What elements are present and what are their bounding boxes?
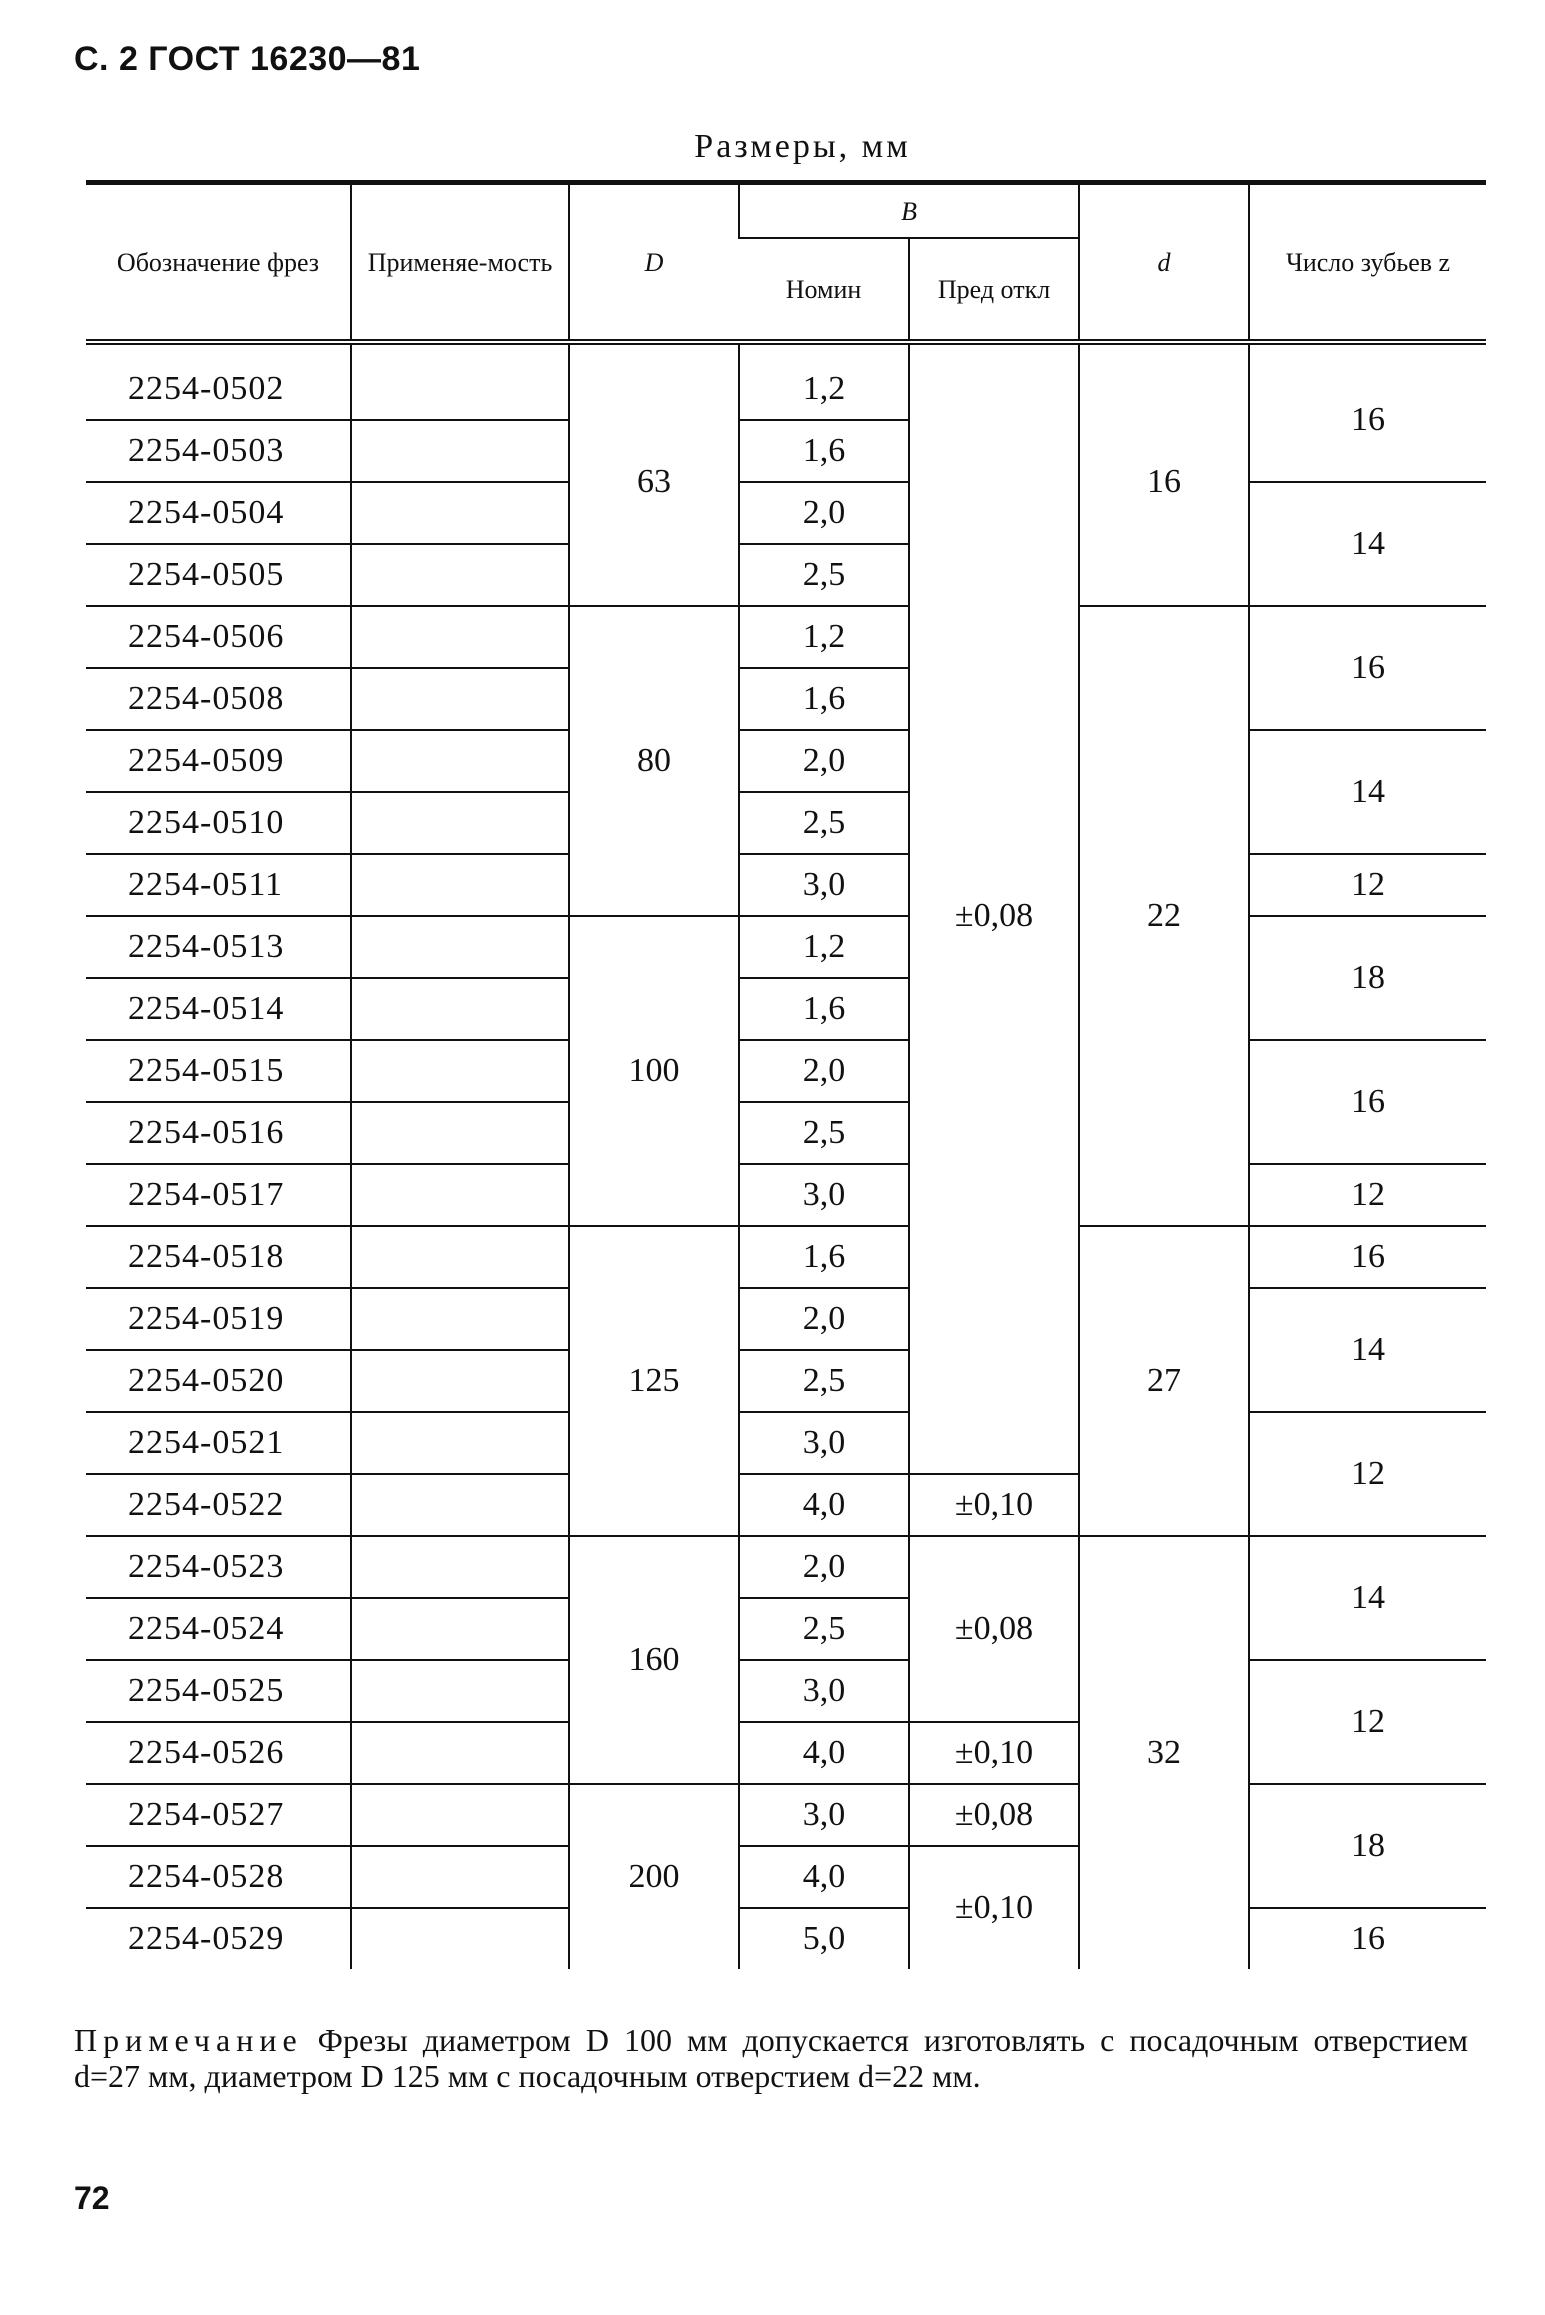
cell-applicability	[351, 668, 569, 730]
cell-B-deviation: ±0,08	[909, 1536, 1079, 1722]
cell-designation: 2254-0503	[86, 420, 351, 482]
col-header-B-deviation: Пред откл	[909, 238, 1079, 342]
cell-applicability	[351, 978, 569, 1040]
cell-B-nominal: 2,0	[739, 1040, 909, 1102]
cell-z: 14	[1249, 482, 1486, 606]
cell-designation: 2254-0513	[86, 916, 351, 978]
cell-applicability	[351, 1350, 569, 1412]
cell-z: 12	[1249, 854, 1486, 916]
cell-B-nominal: 2,5	[739, 1350, 909, 1412]
cell-z: 16	[1249, 1226, 1486, 1288]
col-header-D: D	[569, 183, 739, 343]
table-row	[86, 1226, 1486, 1288]
cell-d: 27	[1079, 1226, 1249, 1536]
cell-B-nominal: 2,0	[739, 1536, 909, 1598]
cell-applicability	[351, 1226, 569, 1288]
cell-D: 80	[569, 606, 739, 916]
col-header-d: d	[1079, 183, 1249, 343]
cell-designation: 2254-0524	[86, 1598, 351, 1660]
cell-B-nominal: 3,0	[739, 1660, 909, 1722]
col-header-B-nominal: Номин	[785, 274, 862, 304]
table-row	[86, 1412, 1486, 1474]
dimensions-table	[86, 180, 1486, 1969]
cell-designation: 2254-0514	[86, 978, 351, 1040]
cell-z: 16	[1249, 359, 1486, 482]
cell-B-nominal: 1,6	[739, 420, 909, 482]
cell-B-nominal: 1,6	[739, 978, 909, 1040]
table-row	[86, 482, 1486, 544]
cell-z: 12	[1249, 1660, 1486, 1784]
cell-designation: 2254-0517	[86, 1164, 351, 1226]
cell-applicability	[351, 792, 569, 854]
note-label: Примечание	[74, 2022, 303, 2058]
cell-B-deviation: ±0,08	[909, 359, 1079, 1474]
cell-B-nominal: 5,0	[739, 1908, 909, 1969]
cell-applicability	[351, 359, 569, 420]
table-row	[86, 359, 1486, 420]
cell-applicability	[351, 420, 569, 482]
cell-B-nominal: 2,0	[739, 730, 909, 792]
col-header-designation: Обозначение фрез	[116, 247, 320, 277]
table-note	[74, 2022, 1468, 2094]
cell-applicability	[351, 1846, 569, 1908]
cell-designation: 2254-0509	[86, 730, 351, 792]
cell-B-deviation: ±0,10	[909, 1722, 1079, 1784]
cell-B-nominal: 2,5	[739, 792, 909, 854]
cell-z: 16	[1249, 606, 1486, 730]
page-number: 72	[74, 2180, 110, 2216]
table-row	[86, 854, 1486, 916]
cell-designation: 2254-0502	[86, 359, 351, 420]
table-row	[86, 1784, 1486, 1846]
cell-B-nominal: 2,5	[739, 544, 909, 606]
cell-applicability	[351, 1040, 569, 1102]
cell-applicability	[351, 1288, 569, 1350]
cell-B-deviation: ±0,08	[909, 1784, 1079, 1846]
table-row	[86, 1164, 1486, 1226]
cell-z: 14	[1249, 1288, 1486, 1412]
cell-applicability	[351, 1660, 569, 1722]
table-row	[86, 916, 1486, 978]
cell-designation: 2254-0528	[86, 1846, 351, 1908]
cell-D: 63	[569, 359, 739, 606]
cell-z: 16	[1249, 1040, 1486, 1164]
cell-d: 22	[1079, 606, 1249, 1226]
table-row	[86, 1040, 1486, 1102]
cell-applicability	[351, 854, 569, 916]
cell-designation: 2254-0521	[86, 1412, 351, 1474]
cell-applicability	[351, 916, 569, 978]
cell-B-nominal: 2,0	[739, 482, 909, 544]
page-header: С. 2 ГОСТ 16230—81	[74, 40, 421, 78]
cell-designation: 2254-0511	[86, 854, 351, 916]
cell-B-nominal: 3,0	[739, 854, 909, 916]
cell-applicability	[351, 1536, 569, 1598]
cell-designation: 2254-0516	[86, 1102, 351, 1164]
cell-B-nominal: 2,5	[739, 1102, 909, 1164]
cell-applicability	[351, 1102, 569, 1164]
cell-designation: 2254-0506	[86, 606, 351, 668]
cell-designation: 2254-0515	[86, 1040, 351, 1102]
cell-applicability	[351, 606, 569, 668]
cell-B-nominal: 1,6	[739, 668, 909, 730]
cell-B-deviation: ±0,10	[909, 1846, 1079, 1969]
cell-designation: 2254-0508	[86, 668, 351, 730]
cell-B-nominal: 3,0	[739, 1784, 909, 1846]
cell-z: 14	[1249, 730, 1486, 854]
cell-D: 100	[569, 916, 739, 1226]
table-caption: Размеры, мм	[694, 128, 911, 165]
cell-B-deviation: ±0,10	[909, 1474, 1079, 1536]
cell-applicability	[351, 1598, 569, 1660]
cell-z: 18	[1249, 1784, 1486, 1908]
cell-designation: 2254-0520	[86, 1350, 351, 1412]
cell-z: 18	[1249, 916, 1486, 1040]
cell-z: 12	[1249, 1412, 1486, 1536]
cell-designation: 2254-0519	[86, 1288, 351, 1350]
cell-D: 160	[569, 1536, 739, 1784]
cell-applicability	[351, 1474, 569, 1536]
cell-B-nominal: 1,2	[739, 916, 909, 978]
cell-B-nominal: 1,2	[739, 359, 909, 420]
col-header-applicability: Применяе-мость	[351, 183, 569, 343]
table-row	[86, 1660, 1486, 1722]
col-header-B: B	[739, 183, 1079, 239]
table-row	[86, 1908, 1486, 1969]
cell-B-nominal: 4,0	[739, 1846, 909, 1908]
cell-designation: 2254-0510	[86, 792, 351, 854]
cell-designation: 2254-0505	[86, 544, 351, 606]
col-header-z: Число зубьев z	[1249, 183, 1486, 343]
cell-applicability	[351, 482, 569, 544]
table-row	[86, 1536, 1486, 1598]
cell-designation: 2254-0526	[86, 1722, 351, 1784]
cell-applicability	[351, 1722, 569, 1784]
cell-D: 125	[569, 1226, 739, 1536]
cell-B-nominal: 3,0	[739, 1164, 909, 1226]
cell-designation: 2254-0518	[86, 1226, 351, 1288]
cell-applicability	[351, 730, 569, 792]
cell-designation: 2254-0529	[128, 1920, 285, 1957]
cell-applicability	[351, 1908, 569, 1969]
cell-z: 14	[1249, 1536, 1486, 1660]
cell-designation: 2254-0523	[86, 1536, 351, 1598]
cell-applicability	[351, 1784, 569, 1846]
cell-B-nominal: 2,0	[739, 1288, 909, 1350]
cell-applicability	[351, 1412, 569, 1474]
table-row	[86, 606, 1486, 668]
note-text: Фрезы диаметром D 100 мм допускается изготовлять с посадочным отверстием d=27 мм, диаметром D 125 мм с посадочным отверстием d=22 мм.	[74, 2022, 1469, 2094]
cell-B-nominal: 1,6	[739, 1226, 909, 1288]
cell-B-nominal: 3,0	[739, 1412, 909, 1474]
cell-d: 16	[1079, 359, 1249, 606]
cell-designation: 2254-0504	[86, 482, 351, 544]
cell-applicability	[351, 1164, 569, 1226]
cell-z: 16	[1249, 1908, 1486, 1969]
cell-B-nominal: 2,5	[739, 1598, 909, 1660]
cell-designation: 2254-0522	[86, 1474, 351, 1536]
cell-D: 200	[569, 1784, 739, 1969]
cell-designation: 2254-0525	[86, 1660, 351, 1722]
cell-designation: 2254-0527	[86, 1784, 351, 1846]
cell-B-nominal: 4,0	[739, 1474, 909, 1536]
cell-applicability	[351, 544, 569, 606]
cell-B-nominal: 4,0	[739, 1722, 909, 1784]
table-row	[86, 730, 1486, 792]
cell-z: 12	[1249, 1164, 1486, 1226]
cell-d: 32	[1079, 1536, 1249, 1969]
table-row	[86, 1288, 1486, 1350]
cell-B-nominal: 1,2	[739, 606, 909, 668]
